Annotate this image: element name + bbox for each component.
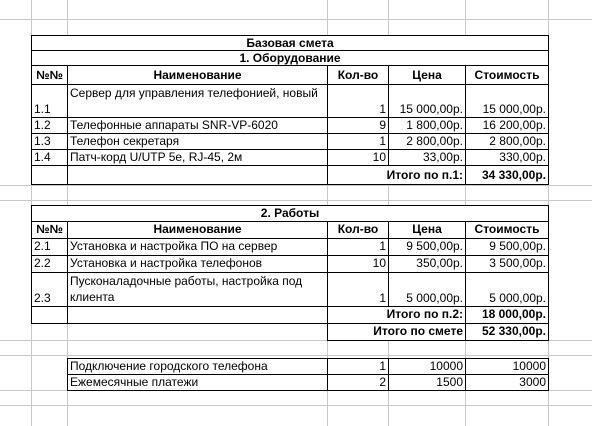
section2-total-value[interactable]: 18 000,00р. <box>465 306 549 324</box>
extra-row-price[interactable]: 10000 <box>388 358 466 375</box>
empty-cell[interactable] <box>31 165 68 185</box>
table-row-number[interactable]: 2.2 <box>31 255 68 273</box>
table-row-number[interactable] <box>31 84 68 118</box>
table-row-cost[interactable]: 3 500,00р. <box>465 255 549 273</box>
table-row-price[interactable]: 350,00р. <box>388 255 466 273</box>
extra-row-name[interactable]: Ежемесячные платежи <box>67 374 328 391</box>
table-row-name[interactable]: Пусконаладочные работы, настройка под клиента <box>67 272 328 307</box>
extra-row-name[interactable]: Подключение городского телефона <box>67 358 328 375</box>
header-cost[interactable]: Стоимость <box>465 221 549 239</box>
table-row-price[interactable]: 2 800,00р. <box>388 133 466 150</box>
table-row-cost[interactable] <box>465 84 549 118</box>
table-row-qty[interactable]: 1 <box>327 238 389 256</box>
table-row-qty[interactable] <box>327 84 389 118</box>
table-row-cost[interactable]: 2 800,00р. <box>465 133 549 150</box>
table-row-price[interactable]: 33,00р. <box>388 149 466 166</box>
table-row-cost[interactable]: 16 200,00р. <box>465 117 549 134</box>
price-text: 5 000,00р. <box>406 291 463 305</box>
cost-text: 15 000,00р. <box>482 102 546 116</box>
table-row-price[interactable] <box>388 84 466 118</box>
grand-total-value[interactable]: 52 330,00р. <box>465 323 549 341</box>
table-row-cost[interactable]: 9 500,00р. <box>465 238 549 256</box>
table-row-name[interactable]: Телефон секретаря <box>67 133 328 150</box>
table-row-qty[interactable]: 10 <box>327 255 389 273</box>
table-row-cost[interactable] <box>465 272 549 307</box>
gridline <box>0 19 592 20</box>
header-qty[interactable]: Кол-во <box>327 65 389 85</box>
table-row-name[interactable]: Телефонные аппараты SNR-VP-6020 <box>67 117 328 134</box>
extra-row-qty[interactable]: 1 <box>327 358 389 375</box>
section2-total-label[interactable]: Итого по п.2: <box>327 306 466 324</box>
gridline <box>0 355 592 356</box>
extra-row-price[interactable]: 1500 <box>388 374 466 391</box>
section1-heading[interactable]: 1. Оборудование <box>31 50 549 66</box>
cost-text: 5 000,00р. <box>489 291 546 305</box>
gridline <box>0 185 592 186</box>
header-name[interactable]: Наименование <box>67 221 328 239</box>
estimate-title[interactable]: Базовая смета <box>31 35 549 51</box>
qty-text: 1 <box>379 291 386 305</box>
gridline <box>0 405 592 406</box>
header-name[interactable]: Наименование <box>67 65 328 85</box>
row-number-text: 1.1 <box>34 102 51 116</box>
section2-heading[interactable]: 2. Работы <box>31 205 549 222</box>
header-cost[interactable]: Стоимость <box>465 65 549 85</box>
section1-total-label[interactable]: Итого по п.1: <box>327 165 466 185</box>
empty-cell[interactable] <box>31 306 68 324</box>
table-row-name[interactable]: Установка и настройка телефонов <box>67 255 328 273</box>
table-row-name[interactable]: Установка и настройка ПО на сервер <box>67 238 328 256</box>
table-row-number[interactable]: 2.1 <box>31 238 68 256</box>
table-row-qty[interactable]: 9 <box>327 117 389 134</box>
table-row-qty[interactable] <box>327 272 389 307</box>
gridline <box>0 200 592 201</box>
price-text: 15 000,00р. <box>399 102 463 116</box>
empty-cell[interactable] <box>67 165 328 185</box>
row-number-text: 2.3 <box>34 291 51 305</box>
table-row-qty[interactable]: 10 <box>327 149 389 166</box>
header-price[interactable]: Цена <box>388 221 466 239</box>
table-row-number[interactable]: 1.3 <box>31 133 68 150</box>
table-row-name[interactable]: Патч-корд U/UTP 5e, RJ-45, 2м <box>67 149 328 166</box>
grand-total-label[interactable]: Итого по смете <box>327 323 466 341</box>
extra-row-qty[interactable]: 2 <box>327 374 389 391</box>
table-row-cost[interactable]: 330,00р. <box>465 149 549 166</box>
table-row-price[interactable] <box>388 272 466 307</box>
table-row-number[interactable] <box>31 272 68 307</box>
section1-total-value[interactable]: 34 330,00р. <box>465 165 549 185</box>
table-row-name[interactable]: Сервер для управления телефонией, новый <box>67 84 328 118</box>
table-row-qty[interactable]: 1 <box>327 133 389 150</box>
header-number[interactable]: №№ <box>31 221 68 239</box>
table-row-number[interactable]: 1.2 <box>31 117 68 134</box>
header-price[interactable]: Цена <box>388 65 466 85</box>
header-qty[interactable]: Кол-во <box>327 221 389 239</box>
extra-row-cost[interactable]: 3000 <box>465 374 549 391</box>
empty-cell[interactable] <box>67 306 328 324</box>
qty-text: 1 <box>379 102 386 116</box>
table-row-price[interactable]: 1 800,00р. <box>388 117 466 134</box>
table-row-price[interactable]: 9 500,00р. <box>388 238 466 256</box>
extra-row-cost[interactable]: 10000 <box>465 358 549 375</box>
table-row-number[interactable]: 1.4 <box>31 149 68 166</box>
header-number[interactable]: №№ <box>31 65 68 85</box>
